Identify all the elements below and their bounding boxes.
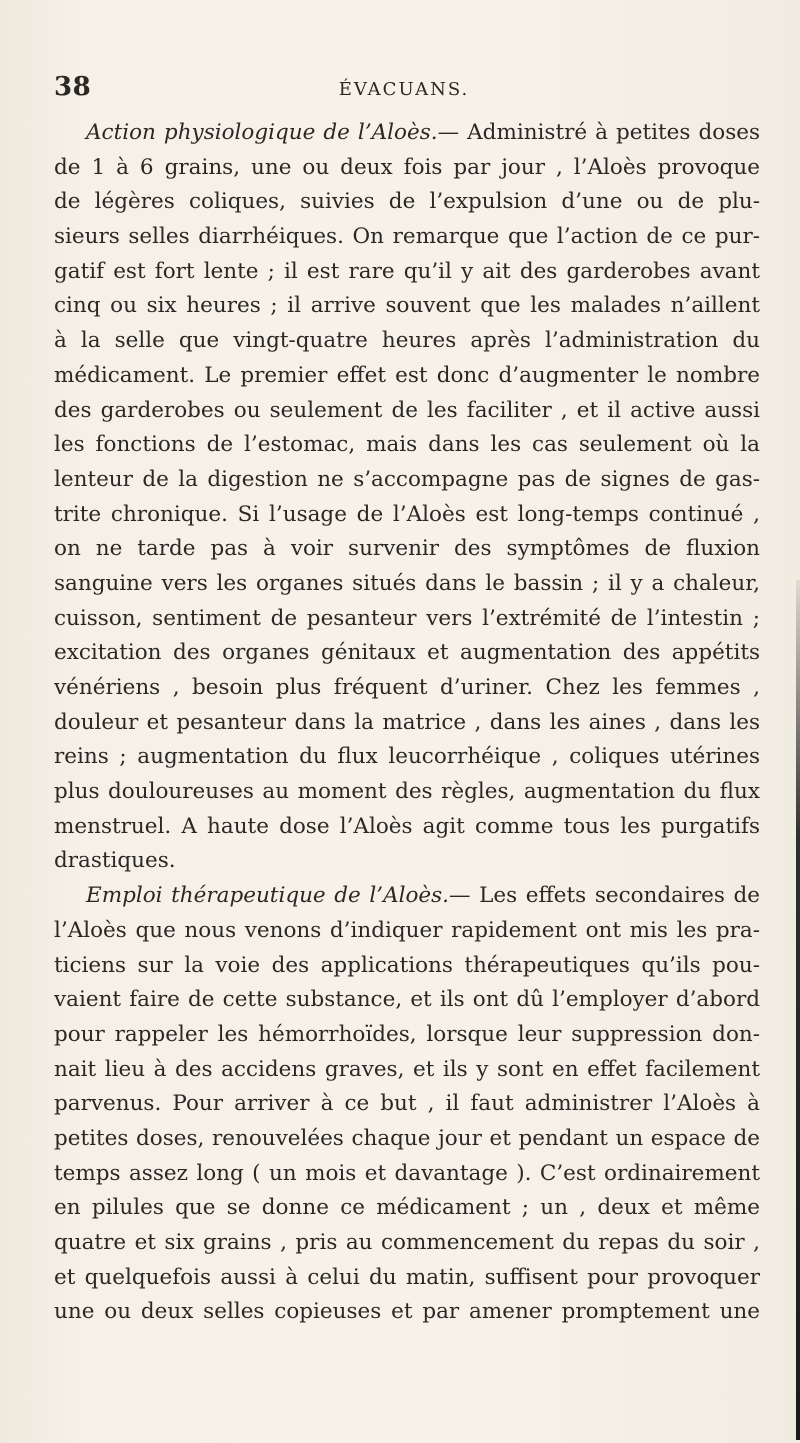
line-text: lenteur de la digestion ne s’accompagne pas de signes de gas- xyxy=(54,466,760,492)
line-text: plus douloureuses au moment des règles, augmentation du flux xyxy=(54,779,760,805)
text-line xyxy=(54,151,760,186)
line-text: médicament. Le premier effet est donc d’augmenter le nombre xyxy=(54,362,760,388)
line-text: quatre et six grains , pris au commencement du repas du soir , xyxy=(54,1230,760,1255)
line-text: des garderobes ou seulement de les faciliter , et il active aussi xyxy=(54,397,760,423)
text-line xyxy=(54,220,760,255)
text-line xyxy=(54,1018,760,1053)
section-heading: Emploi thérapeutique de l’Aloès. xyxy=(86,883,450,909)
line-text: gatif est fort lente ; il est rare qu’il y ait des garderobes avant xyxy=(54,258,760,284)
section-heading: Action physiologique de l’Aloès. xyxy=(86,120,438,145)
text-line xyxy=(54,914,760,949)
line-text: pour rappeler les hémorrhoïdes, lorsque leur suppression don- xyxy=(54,1021,760,1047)
text-line xyxy=(54,1261,760,1296)
text-line xyxy=(54,255,760,290)
line-text: l’Aloès que nous venons d’indiquer rapidement ont mis les pra- xyxy=(54,917,760,943)
line-text: reins ; augmentation du flux leucorrhéique , coliques utérines xyxy=(54,744,760,770)
text-line xyxy=(54,1157,760,1192)
text-line xyxy=(54,324,760,359)
text-line xyxy=(54,116,760,151)
text-line xyxy=(54,1226,760,1261)
text-line xyxy=(54,740,760,775)
line-text: parvenus. Pour arriver à ce but , il faut administrer l’Aloès à xyxy=(54,1091,760,1117)
line-text: sieurs selles diarrhéiques. On remarque que l’action de ce pur- xyxy=(54,224,760,250)
line-text: en pilules que se donne ce médicament ; un , deux et même xyxy=(54,1195,760,1221)
text-line xyxy=(54,498,760,533)
line-text: les fonctions de l’estomac, mais dans les cas seulement où la xyxy=(54,432,760,458)
page-edge-shadow xyxy=(796,580,800,1440)
line-text: sanguine vers les organes situés dans le bassin ; il y a chaleur, xyxy=(54,570,760,596)
line-text: petites doses, renouvelées chaque jour et pendant un espace de xyxy=(54,1125,760,1151)
line-text: temps assez long ( un mois et davantage ). C’est ordinairement xyxy=(54,1160,760,1186)
text-line xyxy=(54,1087,760,1122)
line-text: on ne tarde pas à voir survenir des symptômes de fluxion xyxy=(54,536,760,562)
text-line xyxy=(54,706,760,741)
line-text: à la selle que vingt-quatre heures après l’administration du xyxy=(54,328,760,354)
text-line xyxy=(54,394,760,429)
text-line xyxy=(54,463,760,498)
page-number: 38 xyxy=(54,72,92,102)
page-header xyxy=(54,72,754,104)
text-line xyxy=(54,949,760,984)
line-text: drastiques. xyxy=(54,848,176,874)
text-line xyxy=(54,185,760,220)
line-text: de légères coliques, suivies de l’expulsion d’une ou de plu- xyxy=(54,189,760,215)
text-line xyxy=(54,359,760,394)
line-text: — Les effets secondaires de xyxy=(449,883,760,909)
text-line xyxy=(54,532,760,567)
line-text: nait lieu à des accidens graves, et ils y sont en effet facilement xyxy=(54,1056,760,1082)
line-text: de 1 à 6 grains, une ou deux fois par jour , l’Aloès provoque xyxy=(54,154,760,180)
text-line xyxy=(54,602,760,637)
line-text: menstruel. A haute dose l’Aloès agit comme tous les purgatifs xyxy=(54,813,760,839)
text-line xyxy=(54,844,760,879)
text-line xyxy=(54,289,760,324)
line-text: vénériens , besoin plus fréquent d’uriner. Chez les femmes , xyxy=(54,675,760,700)
line-text: vaient faire de cette substance, et ils ont dû l’employer d’abord xyxy=(54,987,760,1013)
text-line xyxy=(54,879,760,914)
text-line xyxy=(54,810,760,845)
text-line xyxy=(54,671,760,706)
text-line xyxy=(54,567,760,602)
text-line xyxy=(54,1191,760,1226)
line-text: trite chronique. Si l’usage de l’Aloès est long-temps continué , xyxy=(54,501,760,527)
line-text: — Administré à petites doses xyxy=(437,120,760,145)
line-text: cuisson, sentiment de pesanteur vers l’extrémité de l’intestin ; xyxy=(54,605,760,631)
text-line xyxy=(54,1295,760,1330)
text-line xyxy=(54,775,760,810)
text-line xyxy=(54,983,760,1018)
line-text: et quelquefois aussi à celui du matin, suffisent pour provoquer xyxy=(54,1264,760,1290)
text-line xyxy=(54,1122,760,1157)
line-text: excitation des organes génitaux et augmentation des appétits xyxy=(54,640,760,666)
text-line xyxy=(54,636,760,671)
line-text: douleur et pesanteur dans la matrice , dans les aines , dans les xyxy=(54,709,760,735)
text-line xyxy=(54,1053,760,1088)
running-head: ÉVACUANS. xyxy=(338,79,470,100)
line-text: ticiens sur la voie des applications thérapeutiques qu’ils pou- xyxy=(54,952,760,978)
line-text: cinq ou six heures ; il arrive souvent que les malades n’aillent xyxy=(54,293,760,319)
body-text xyxy=(54,116,760,1330)
text-line xyxy=(54,428,760,463)
line-text: une ou deux selles copieuses et par amener promptement une xyxy=(54,1299,760,1325)
